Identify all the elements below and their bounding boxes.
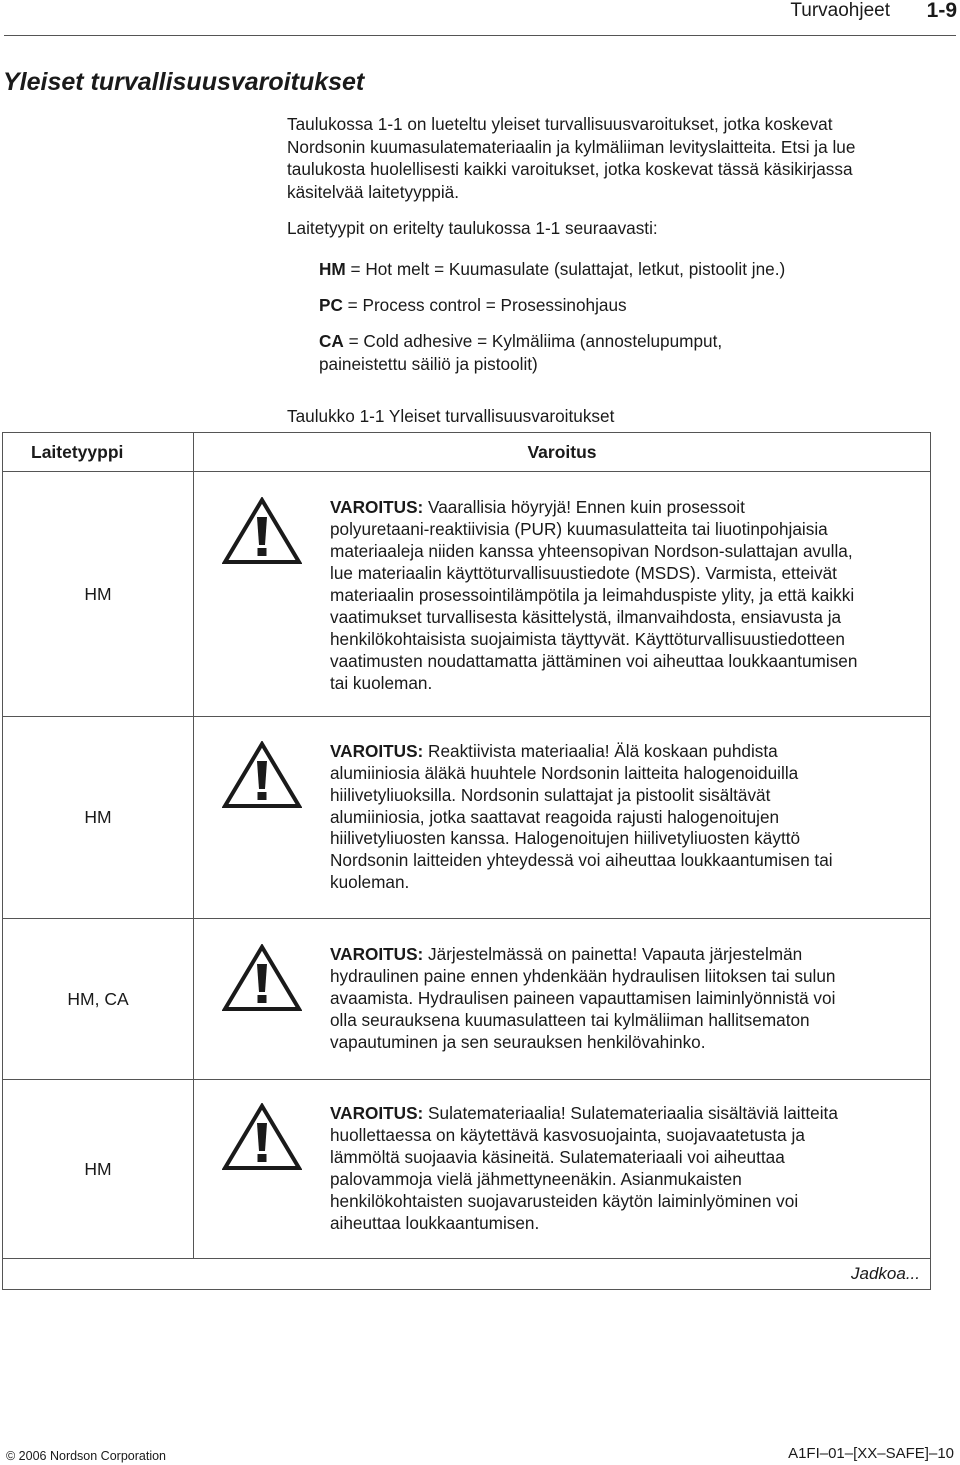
definition-abbr: CA: [319, 331, 344, 351]
warning-line: alumiiniosia äläkä huuhtele Nordsonin laitteita halogenoiduilla: [330, 762, 799, 783]
warning-line: lämmöltä suojaavia käsineitä. Sulatemateriaali voi aiheuttaa: [330, 1147, 785, 1168]
definition-pc: [319, 294, 939, 317]
warning-label: VAROITUS:: [330, 944, 424, 965]
warning-triangle-icon: [194, 741, 330, 809]
warning-label: VAROITUS:: [330, 740, 424, 761]
section-title: Turvaohjeet: [790, 0, 890, 21]
header-divider: [4, 35, 956, 36]
table-row: [3, 472, 931, 717]
intro-line: taulukosta huolellisesti kaikki varoitukset, jotka koskevat tässä käsikirjassa: [287, 159, 853, 179]
warning-line: alumiiniosia, jotka saattavat reagoida rajusti halogenoitujen: [330, 806, 780, 827]
table-row: [3, 717, 931, 919]
warning-text: [330, 1103, 930, 1234]
warning-line: tai kuoleman.: [330, 672, 433, 693]
definition-abbr: HM: [319, 259, 346, 279]
intro-line: Nordsonin kuumasulatemateriaalin ja kylmäliiman levityslaitteita. Etsi ja lue: [287, 136, 856, 157]
document-code: A1FI–01–[XX–SAFE]–10: [788, 1445, 954, 1462]
warning-label: VAROITUS:: [330, 497, 424, 518]
definition-ca: [319, 330, 939, 375]
definition-text: paineistettu säiliö ja pistoolit): [319, 353, 538, 374]
warning-line: lue materiaalin käyttöturvallisuustiedote (MSDS). Varmista, etteivät: [330, 563, 837, 584]
equipment-type: HM: [3, 472, 194, 717]
warning-line: olla seurauksena kuumasulatteen tai kylmäliiman hallitsematon: [330, 1009, 810, 1030]
warning-line: aiheuttaa loukkaantumisen.: [330, 1212, 540, 1233]
warning-cell: [194, 1080, 931, 1259]
warning-line: palovammoja vielä jähmettyneenäkin. Asianmukaisten: [330, 1169, 742, 1189]
definition-text: = Process control = Prosessinohjaus: [347, 295, 627, 315]
warning-line: hiilivetyliuosten kanssa. Halogenoitujen hiilivetyliuosten käyttö: [330, 828, 801, 849]
warning-cell: [194, 919, 931, 1080]
definition-hm: [319, 258, 939, 281]
copyright: © 2006 Nordson Corporation: [6, 1449, 166, 1463]
warning-triangle-icon: [194, 944, 330, 1012]
equipment-type: HM, CA: [3, 919, 194, 1080]
column-header-type: Laitetyyppi: [3, 433, 194, 472]
page-heading: Yleiset turvallisuusvaroitukset: [3, 68, 365, 96]
warning-line: henkilökohtaisista suojaimista täyttyvät. Käyttöturvallisuustiedotteen: [330, 628, 845, 649]
definition-text: = Cold adhesive = Kylmäliima (annostelupumput,: [348, 331, 723, 351]
warning-text: [330, 944, 930, 1054]
warning-line: huollettaessa on käytettävä kasvosuojainta, suojavaatetusta ja: [330, 1125, 805, 1146]
warning-line: Sulatemateriaalia! Sulatemateriaalia sisältäviä laitteita: [423, 1103, 838, 1124]
continued-note: Jadkoa...: [3, 1259, 931, 1290]
definition-text: = Hot melt = Kuumasulate (sulattajat, letkut, pistoolit jne.): [350, 259, 786, 279]
definition-abbr: PC: [319, 295, 343, 315]
table-footer-row: [3, 1259, 931, 1290]
warning-line: polyuretaani-reaktiivisia (PUR) kuumasulatteita tai liuotinpohjaisia: [330, 519, 828, 540]
warning-cell: [194, 472, 931, 717]
warning-text: [330, 497, 930, 694]
warnings-table: [2, 432, 931, 1290]
equipment-type: HM: [3, 717, 194, 919]
table-row: [3, 1080, 931, 1259]
warning-line: Nordsonin laitteiden yhteydessä voi aiheuttaa loukkaantumisen tai: [330, 850, 833, 871]
warning-line: vaatimukset turvallisesta käsittelystä, ilmanvaihdosta, ensiavusta ja: [330, 606, 842, 627]
warning-triangle-icon: [194, 497, 330, 565]
warning-line: materiaalin prosessointilämpötila ja leimahduspiste ylity, ja että kaikki: [330, 585, 855, 606]
warning-line: Järjestelmässä on painetta! Vapauta järjestelmän: [423, 944, 803, 965]
warning-label: VAROITUS:: [330, 1103, 424, 1124]
warning-line: kuoleman.: [330, 872, 410, 893]
page-number: 1-9: [926, 0, 957, 22]
intro-paragraph: [287, 113, 957, 203]
column-header-warning: Varoitus: [194, 433, 931, 472]
warning-line: Vaarallisia höyryjä! Ennen kuin prosessoit: [423, 497, 745, 518]
warning-line: vapautuminen ja sen seurauksen henkilövahinko.: [330, 1031, 706, 1052]
warning-cell: [194, 717, 931, 919]
warning-triangle-icon: [194, 1103, 330, 1171]
warning-line: hiilivetyliuoksilla. Nordsonin sulattajat ja pistoolit sisältävät: [330, 784, 771, 805]
warning-text: [330, 741, 930, 894]
table-header-row: [3, 433, 931, 472]
warning-line: avaamista. Hydraulisen paineen vapauttamisen laiminlyönnistä voi: [330, 988, 836, 1009]
warning-line: henkilökohtaisten suojavarusteiden käytön laiminlyöminen voi: [330, 1190, 799, 1211]
table-row: [3, 919, 931, 1080]
equipment-type: HM: [3, 1080, 194, 1259]
warning-line: hydraulinen paine ennen yhdenkään hydraulisen liitoksen tai sulun: [330, 966, 836, 987]
warning-line: vaatimusten noudattamatta jättäminen voi aiheuttaa loukkaantumisen: [330, 650, 858, 671]
intro-line: käsitelvää laitetyyppiä.: [287, 181, 459, 202]
list-intro: Laitetyypit on eritelty taulukossa 1-1 seuraavasti:: [287, 218, 658, 238]
intro-line: Taulukossa 1-1 on lueteltu yleiset turvallisuusvaroitukset, jotka koskevat: [287, 114, 833, 134]
table-caption: Taulukko 1-1 Yleiset turvallisuusvaroitukset: [287, 406, 615, 426]
warning-line: materiaaleja niiden kanssa yhteensopivan Nordson-sulattajan avulla,: [330, 541, 853, 562]
warning-line: Reaktiivista materiaalia! Älä koskaan puhdista: [423, 740, 778, 761]
